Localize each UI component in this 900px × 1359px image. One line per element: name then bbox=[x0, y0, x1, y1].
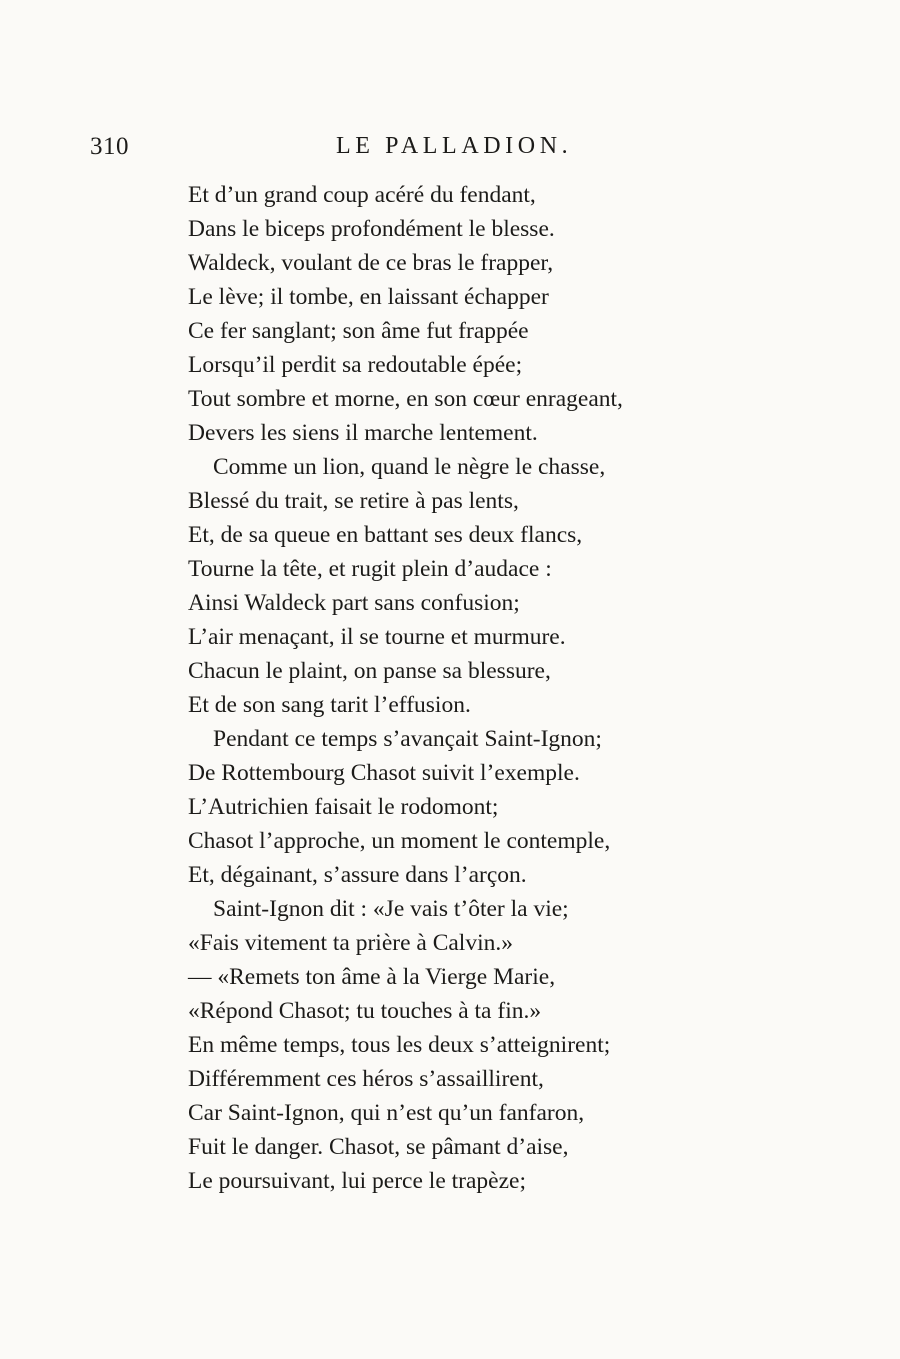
verse-line: Et de son sang tarit l’effusion. bbox=[188, 692, 471, 718]
verse-line: Chasot l’approche, un moment le contemple, bbox=[188, 828, 611, 854]
verse-line: Comme un lion, quand le nègre le chasse, bbox=[213, 454, 606, 480]
verse-block bbox=[188, 178, 748, 1198]
verse-line: Ainsi Waldeck part sans confusion; bbox=[188, 590, 520, 616]
verse-line: Tout sombre et morne, en son cœur enrageant, bbox=[188, 386, 623, 412]
verse-line: «Fais vitement ta prière à Calvin.» bbox=[188, 930, 513, 956]
verse-line: Blessé du trait, se retire à pas lents, bbox=[188, 488, 519, 514]
running-title: LE PALLADION. bbox=[336, 133, 573, 159]
verse-line: Ce fer sanglant; son âme fut frappée bbox=[188, 318, 529, 344]
verse-line: Pendant ce temps s’avançait Saint-Ignon; bbox=[213, 726, 602, 752]
verse-line: Le lève; il tombe, en laissant échapper bbox=[188, 284, 549, 310]
verse-line: Et, dégainant, s’assure dans l’arçon. bbox=[188, 862, 527, 888]
verse-line: En même temps, tous les deux s’atteignirent; bbox=[188, 1032, 611, 1058]
verse-line: Waldeck, voulant de ce bras le frapper, bbox=[188, 250, 554, 276]
verse-line: Et, de sa queue en battant ses deux flancs, bbox=[188, 522, 583, 548]
verse-line: Car Saint-Ignon, qui n’est qu’un fanfaron, bbox=[188, 1100, 585, 1126]
verse-line: «Répond Chasot; tu touches à ta fin.» bbox=[188, 998, 542, 1024]
verse-line: Différemment ces héros s’assaillirent, bbox=[188, 1066, 544, 1092]
verse-line: Fuit le danger. Chasot, se pâmant d’aise, bbox=[188, 1134, 569, 1160]
verse-line: — «Remets ton âme à la Vierge Marie, bbox=[188, 964, 556, 990]
verse-line: Chacun le plaint, on panse sa blessure, bbox=[188, 658, 551, 684]
verse-line: Le poursuivant, lui perce le trapèze; bbox=[188, 1168, 526, 1194]
verse-line: Tourne la tête, et rugit plein d’audace : bbox=[188, 556, 552, 582]
verse-line: Et d’un grand coup acéré du fendant, bbox=[188, 182, 536, 208]
verse-line: L’air menaçant, il se tourne et murmure. bbox=[188, 624, 566, 650]
verse-line: Lorsqu’il perdit sa redoutable épée; bbox=[188, 352, 523, 378]
page-number: 310 bbox=[90, 133, 129, 160]
verse-line: Dans le biceps profondément le blesse. bbox=[188, 216, 555, 242]
verse-line: L’Autrichien faisait le rodomont; bbox=[188, 794, 499, 820]
verse-line: De Rottembourg Chasot suivit l’exemple. bbox=[188, 760, 580, 786]
verse-line: Devers les siens il marche lentement. bbox=[188, 420, 538, 446]
verse-line: Saint-Ignon dit : «Je vais t’ôter la vie; bbox=[213, 896, 569, 922]
